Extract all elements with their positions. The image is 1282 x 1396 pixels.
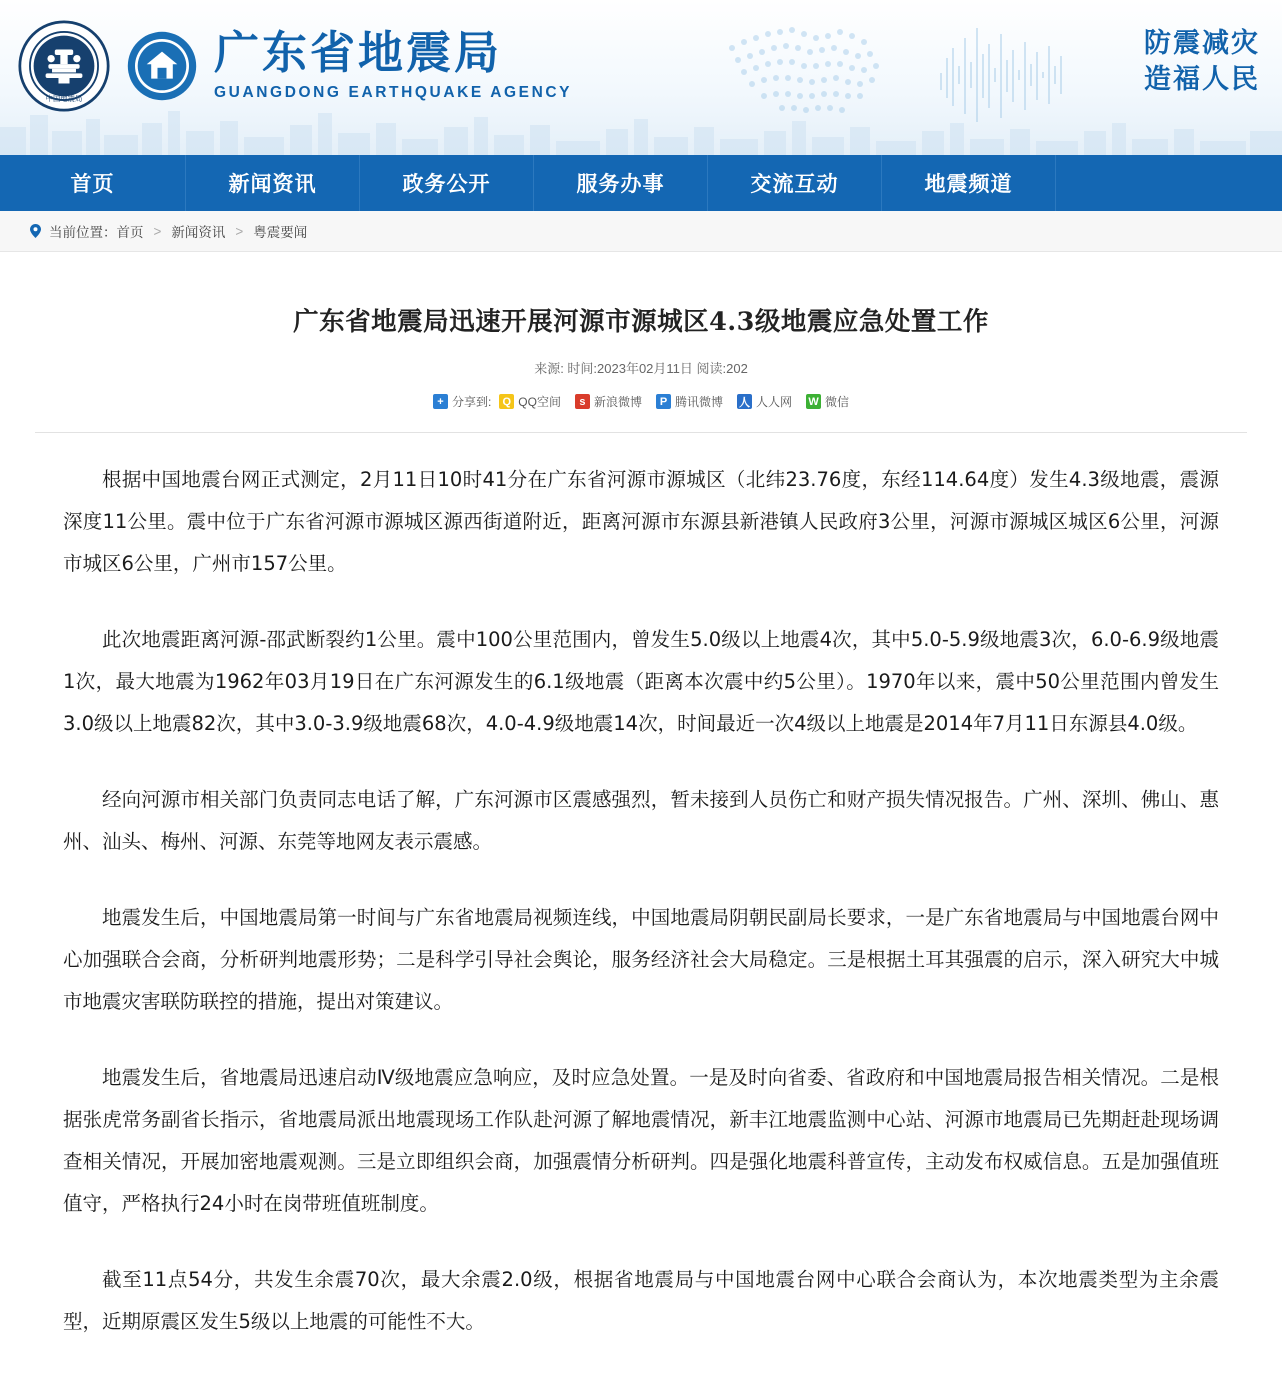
china-earthquake-administration-seal-icon (18, 20, 110, 112)
nav-item-services[interactable]: 服务办事 (534, 155, 708, 211)
share-sina-weibo-label: 新浪微博 (593, 395, 642, 410)
breadcrumb-separator-1: > (153, 223, 162, 239)
nav-item-quake-channel[interactable]: 地震频道 (882, 155, 1056, 211)
share-label-text: 分享到: (451, 395, 492, 410)
share-renren[interactable] (737, 393, 792, 410)
sina-weibo-icon: s (575, 394, 590, 409)
article-paragraph: 根据中国地震台网正式测定，2月11日10时41分在广东省河源市源城区（北纬23.76度，东经114.64度）发生4.3级地震，震源深度11公里。震中位于广东省河源市源城区源西街道附近，距离河源市东源县新港镇人民政府3公里，河源市源城区城区6公里，河源市城区6公里，广州市157公里。 (63, 468, 1219, 576)
share-qzone-label: QQ空间 (518, 395, 561, 410)
site-title-block (214, 26, 572, 102)
guangdong-map-dots-decoration-icon (702, 8, 952, 138)
nav-item-interaction[interactable]: 交流互动 (708, 155, 882, 211)
share-plus-icon[interactable]: + (433, 394, 448, 409)
nav-item-home[interactable]: 首页 (0, 155, 186, 211)
breadcrumb-item-news[interactable]: 新闻资讯 (171, 225, 226, 240)
breadcrumb-separator-2: > (235, 223, 244, 239)
page-body (0, 252, 1282, 1383)
guangdong-earthquake-agency-logo-icon (126, 30, 198, 102)
site-slogan (1144, 26, 1260, 98)
svg-text:中国地震局: 中国地震局 (45, 93, 83, 103)
site-title-cn: 广东省地震局 (214, 26, 503, 79)
share-tencent-weibo[interactable] (656, 393, 723, 410)
share-tencent-weibo-label: 腾讯微博 (674, 395, 723, 410)
wechat-icon: W (806, 394, 821, 409)
share-wechat-label: 微信 (825, 395, 850, 410)
article-paragraph: 经向河源市相关部门负责同志电话了解，广东河源市区震感强烈，暂未接到人员伤亡和财产损失情况报告。广州、深圳、佛山、惠州、汕头、梅州、河源、东莞等地网友表示震感。 (63, 788, 1219, 854)
article-paragraph: 地震发生后，中国地震局第一时间与广东省地震局视频连线，中国地震局阴朝民副局长要求，一是广东省地震局与中国地震台网中心加强联合会商，分析研判地震形势；二是科学引导社会舆论，服务经济社会大局稳定。三是根据土耳其强震的启示，深入研究大中城市地震灾害联防联控的措施，提出对策建议。 (63, 906, 1219, 1014)
article-divider (35, 432, 1247, 433)
tencent-weibo-icon: P (656, 394, 671, 409)
skyline-decoration-icon (0, 97, 1282, 155)
article-body (35, 459, 1247, 1343)
article-paragraph: 地震发生后，省地震局迅速启动Ⅳ级地震应急响应，及时应急处置。一是及时向省委、省政府和中国地震局报告相关情况。二是根据张虎常务副省长指示，省地震局派出地震现场工作队赴河源了解地震情况，新丰江地震监测中心站、河源市地震局已先期赶赴现场调查相关情况，开展加密地震观测。三是立即组织会商，加强震情分析研判。四是强化地震科普宣传，主动发布权威信息。五是加强值班值守，严格执行24小时在岗带班值班制度。 (63, 1066, 1219, 1216)
share-renren-label: 人人网 (756, 395, 793, 410)
nav-filler (1056, 155, 1282, 211)
share-qzone[interactable] (499, 393, 561, 410)
breadcrumb-label: 当前位置： (49, 225, 117, 240)
slogan-line-2: 造福人民 (1144, 64, 1260, 95)
article-paragraph: 截至11点54分，共发生余震70次，最大余震2.0级，根据省地震局与中国地震台网中心联合会商认为，本次地震类型为主余震型，近期原震区发生5级以上地震的可能性不大。 (63, 1268, 1219, 1334)
share-wechat[interactable] (806, 393, 849, 410)
qzone-icon: Q (499, 394, 514, 409)
share-label-group (433, 393, 491, 410)
breadcrumb-item-home[interactable]: 首页 (116, 225, 144, 240)
renren-icon: 人 (737, 394, 752, 409)
breadcrumb (0, 211, 1282, 252)
article (35, 252, 1247, 1343)
main-navigation (0, 155, 1282, 211)
page-title: 广东省地震局迅速开展河源市源城区4.3级地震应急处置工作 (293, 307, 989, 338)
nav-item-news[interactable]: 新闻资讯 (186, 155, 360, 211)
slogan-line-1: 防震减灾 (1144, 28, 1260, 59)
nav-item-gov-open[interactable]: 政务公开 (360, 155, 534, 211)
share-sina-weibo[interactable] (575, 393, 642, 410)
breadcrumb-item-current[interactable]: 粤震要闻 (253, 225, 308, 240)
location-pin-icon (30, 224, 41, 238)
share-bar (35, 393, 1247, 410)
site-header (0, 0, 1282, 155)
seismograph-wave-decoration-icon (937, 18, 1067, 128)
site-title-en: GUANGDONG EARTHQUAKE AGENCY (214, 84, 573, 101)
article-meta: 来源: 时间:2023年02月11日 阅读:202 (534, 361, 748, 377)
article-paragraph: 此次地震距离河源-邵武断裂约1公里。震中100公里范围内，曾发生5.0级以上地震4次，其中5.0-5.9级地震3次，6.0-6.9级地震1次，最大地震为1962年03月19日在广东河源发生的6.1级地震（距离本次震中约5公里）。1970年以来，震中50公里范围内曾发生3.0级以上地震82次，其中3.0-3.9级地震68次，4.0-4.9级地震14次，时间最近一次4级以上地震是2014年7月11日东源县4.0级。 (63, 628, 1219, 736)
